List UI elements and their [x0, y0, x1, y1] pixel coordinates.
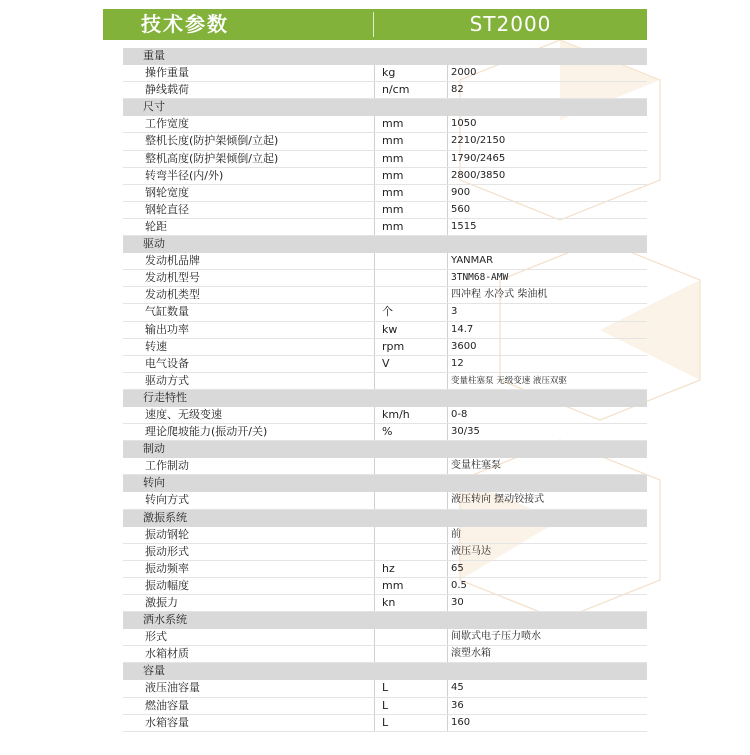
- section-label: 尺寸: [143, 100, 165, 114]
- header-model: ST2000: [469, 12, 552, 36]
- spec-label: 驱动方式: [145, 373, 189, 387]
- spec-header: [103, 9, 647, 40]
- spec-label: 输出功率: [145, 322, 189, 336]
- spec-row: [123, 629, 647, 646]
- spec-row: [123, 356, 647, 373]
- spec-row: [123, 646, 647, 663]
- section-label: 驱动: [143, 237, 165, 251]
- spec-unit: kg: [374, 65, 447, 81]
- spec-unit: hz: [374, 561, 447, 577]
- spec-row: [123, 304, 647, 321]
- spec-unit: [374, 492, 447, 508]
- spec-label: 发动机品牌: [145, 254, 200, 268]
- spec-value: 2000: [447, 65, 647, 81]
- section-label: 容量: [143, 664, 165, 678]
- spec-value: 65: [447, 561, 647, 577]
- spec-unit: 个: [374, 304, 447, 320]
- spec-label: 理论爬坡能力(振动开/关): [145, 425, 268, 439]
- section-header-row: [123, 612, 647, 629]
- spec-row: [123, 219, 647, 236]
- spec-value: 0.5: [447, 578, 647, 594]
- section-header-row: [123, 99, 647, 116]
- spec-row: [123, 116, 647, 133]
- spec-value: 14.7: [447, 322, 647, 338]
- spec-value: 四冲程 水冷式 柴油机: [447, 287, 647, 303]
- spec-value: 0-8: [447, 407, 647, 423]
- spec-label: 水箱容量: [145, 715, 189, 729]
- spec-row: [123, 407, 647, 424]
- spec-value: 液压马达: [447, 544, 647, 560]
- spec-unit: mm: [374, 133, 447, 149]
- spec-unit: mm: [374, 151, 447, 167]
- spec-label: 振动频率: [145, 561, 189, 575]
- section-header-row: [123, 236, 647, 253]
- spec-unit: [374, 373, 447, 389]
- spec-row: [123, 373, 647, 390]
- section-label: 行走特性: [143, 390, 187, 404]
- spec-unit: mm: [374, 219, 447, 235]
- spec-label: 整机长度(防护架倾倒/立起): [145, 134, 279, 148]
- spec-label: 转弯半径(内/外): [145, 168, 224, 182]
- spec-value: 12: [447, 356, 647, 372]
- spec-unit: mm: [374, 168, 447, 184]
- spec-unit: [374, 270, 447, 286]
- spec-unit: [374, 287, 447, 303]
- section-label: 激振系统: [143, 510, 187, 524]
- spec-value: 3TNM68-AMW: [447, 270, 647, 286]
- spec-unit: n/cm: [374, 82, 447, 98]
- spec-value: 2800/3850: [447, 168, 647, 184]
- spec-unit: [374, 458, 447, 474]
- spec-label: 水箱材质: [145, 647, 189, 661]
- spec-row: [123, 492, 647, 509]
- spec-row: [123, 424, 647, 441]
- spec-row: [123, 339, 647, 356]
- spec-unit: L: [374, 680, 447, 696]
- section-header-row: [123, 48, 647, 65]
- spec-value: 560: [447, 202, 647, 218]
- spec-value: 30: [447, 595, 647, 611]
- spec-value: 1790/2465: [447, 151, 647, 167]
- spec-value: 间歇式电子压力喷水: [447, 629, 647, 645]
- spec-label: 转向方式: [145, 493, 189, 507]
- spec-unit: L: [374, 715, 447, 731]
- spec-value: 变量柱塞泵: [447, 458, 647, 474]
- spec-label: 工作宽度: [145, 117, 189, 131]
- spec-label: 形式: [145, 630, 167, 644]
- spec-row: [123, 322, 647, 339]
- spec-value: 36: [447, 698, 647, 714]
- spec-unit: [374, 253, 447, 269]
- spec-unit: kw: [374, 322, 447, 338]
- spec-label: 钢轮直径: [145, 202, 189, 216]
- spec-unit: [374, 544, 447, 560]
- spec-row: [123, 82, 647, 99]
- spec-unit: kn: [374, 595, 447, 611]
- spec-table: [123, 48, 647, 732]
- spec-row: [123, 578, 647, 595]
- spec-label: 发动机型号: [145, 271, 200, 285]
- spec-unit: [374, 646, 447, 662]
- spec-value: 82: [447, 82, 647, 98]
- spec-row: [123, 65, 647, 82]
- spec-row: [123, 458, 647, 475]
- section-label: 转向: [143, 476, 165, 490]
- spec-unit: V: [374, 356, 447, 372]
- spec-value: 变量柱塞泵 无级变速 液压双驱: [447, 373, 647, 389]
- spec-label: 静线载荷: [145, 83, 189, 97]
- spec-unit: %: [374, 424, 447, 440]
- section-label: 洒水系统: [143, 613, 187, 627]
- spec-row: [123, 527, 647, 544]
- spec-row: [123, 151, 647, 168]
- spec-value: 2210/2150: [447, 133, 647, 149]
- section-header-row: [123, 441, 647, 458]
- spec-row: [123, 133, 647, 150]
- spec-value: 滚塑水箱: [447, 646, 647, 662]
- spec-label: 液压油容量: [145, 681, 200, 695]
- spec-value: 3: [447, 304, 647, 320]
- spec-label: 燃油容量: [145, 698, 189, 712]
- spec-row: [123, 544, 647, 561]
- spec-label: 轮距: [145, 219, 167, 233]
- spec-value: 1515: [447, 219, 647, 235]
- spec-label: 气缸数量: [145, 305, 189, 319]
- section-header-row: [123, 510, 647, 527]
- spec-value: 45: [447, 680, 647, 696]
- section-header-row: [123, 475, 647, 492]
- spec-label: 振动形式: [145, 544, 189, 558]
- spec-unit: rpm: [374, 339, 447, 355]
- spec-row: [123, 561, 647, 578]
- spec-value: 3600: [447, 339, 647, 355]
- spec-unit: mm: [374, 116, 447, 132]
- spec-label: 操作重量: [145, 66, 189, 80]
- section-header-row: [123, 390, 647, 407]
- spec-row: [123, 253, 647, 270]
- spec-label: 激振力: [145, 596, 178, 609]
- spec-label: 电气设备: [145, 356, 189, 370]
- spec-unit: km/h: [374, 407, 447, 423]
- spec-label: 工作制动: [145, 459, 189, 473]
- spec-label: 整机高度(防护架倾倒/立起): [145, 151, 279, 165]
- spec-row: [123, 595, 647, 612]
- spec-label: 钢轮宽度: [145, 185, 189, 199]
- spec-row: [123, 270, 647, 287]
- spec-value: 1050: [447, 116, 647, 132]
- spec-label: 速度、无级变速: [145, 407, 222, 421]
- spec-unit: mm: [374, 202, 447, 218]
- spec-row: [123, 680, 647, 697]
- spec-row: [123, 202, 647, 219]
- spec-label: 振动钢轮: [145, 527, 189, 541]
- spec-row: [123, 168, 647, 185]
- spec-value: 30/35: [447, 424, 647, 440]
- spec-label: 振动幅度: [145, 578, 189, 592]
- section-header-row: [123, 663, 647, 680]
- spec-unit: L: [374, 698, 447, 714]
- spec-value: 900: [447, 185, 647, 201]
- spec-unit: [374, 629, 447, 645]
- spec-value: YANMAR: [447, 253, 647, 269]
- spec-unit: [374, 527, 447, 543]
- spec-unit: mm: [374, 185, 447, 201]
- spec-unit: mm: [374, 578, 447, 594]
- section-label: 制动: [143, 442, 165, 456]
- spec-row: [123, 185, 647, 202]
- spec-label: 转速: [145, 339, 167, 353]
- spec-value: 前: [447, 527, 647, 543]
- spec-label: 发动机类型: [145, 288, 200, 302]
- header-title: 技术参数: [141, 12, 229, 36]
- spec-value: 160: [447, 715, 647, 731]
- spec-row: [123, 715, 647, 732]
- spec-row: [123, 698, 647, 715]
- section-label: 重量: [143, 49, 165, 62]
- spec-value: 液压转向 摆动铰接式: [447, 492, 647, 508]
- spec-row: [123, 287, 647, 304]
